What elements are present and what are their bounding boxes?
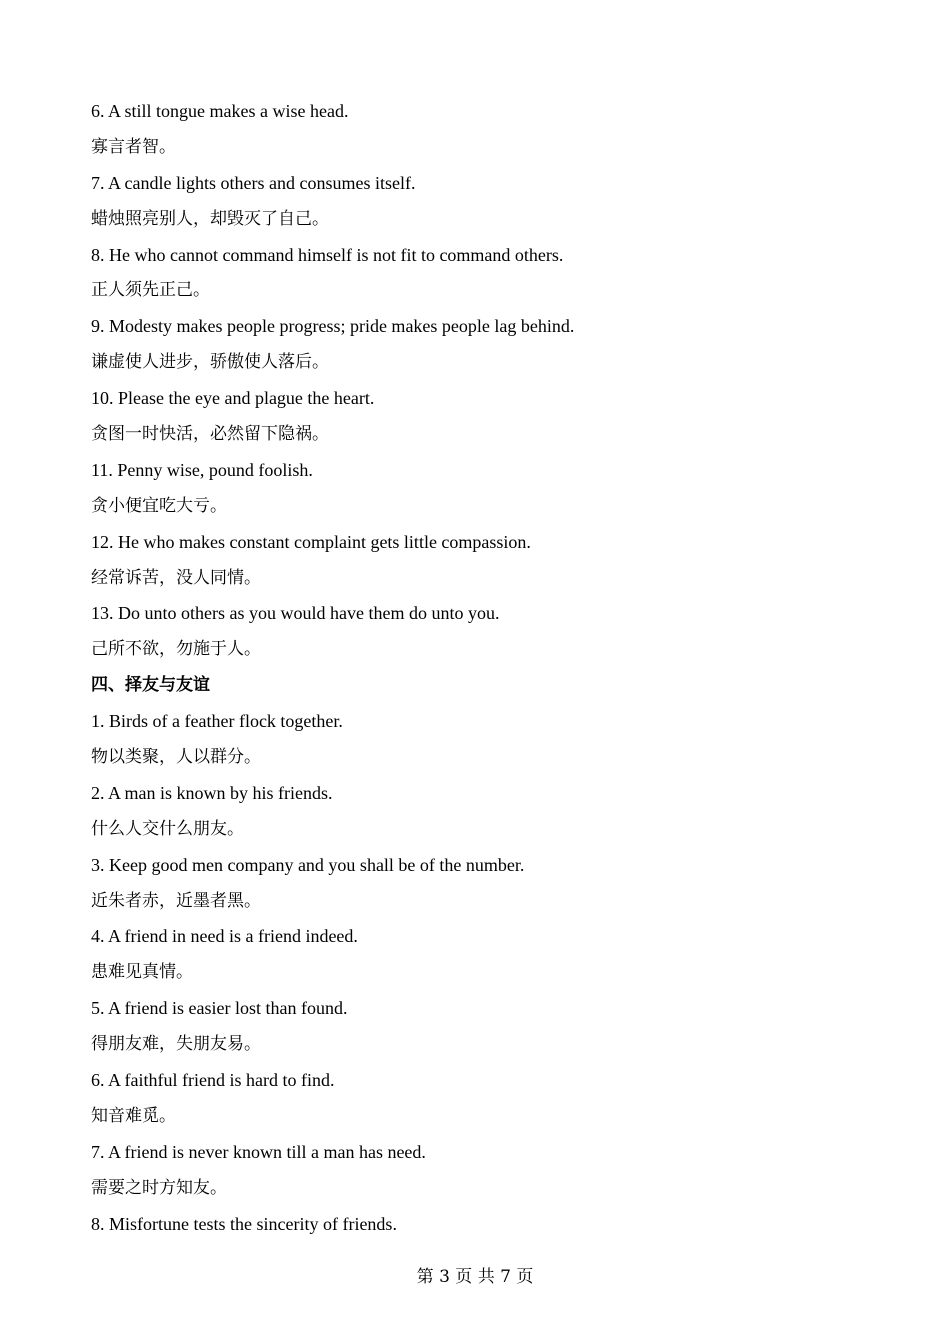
proverb-english: 3. Keep good men company and you shall be of the number. (91, 854, 525, 875)
proverb-english: 6. A still tongue makes a wise head. (91, 101, 349, 121)
proverb-english: 11. Penny wise, pound foolish. (91, 459, 313, 480)
proverb-chinese: 谦虚使人进步，骄傲使人落后。 (91, 352, 329, 373)
proverb-chinese: 什么人交什么朋友。 (91, 818, 244, 839)
proverb-english: 6. A faithful friend is hard to find. (91, 1070, 335, 1091)
proverb-chinese: 寡言者智。 (91, 136, 176, 157)
proverb-english: 7. A candle lights others and consumes itself. (91, 172, 416, 193)
proverb-chinese: 经常诉苦，没人同情。 (91, 567, 261, 588)
proverb-chinese: 正人须先正己。 (91, 280, 210, 301)
proverb-chinese: 己所不欲，勿施于人。 (91, 639, 261, 660)
proverb-english: 8. He who cannot command himself is not fit to command others. (91, 244, 564, 265)
proverb-chinese: 得朋友难，失朋友易。 (91, 1034, 261, 1055)
proverb-chinese: 近朱者赤，近墨者黑。 (91, 890, 261, 911)
document-body (91, 94, 871, 1243)
proverb-chinese: 患难见真情。 (91, 962, 193, 983)
page-footer: 第 3 页 共 7 页 (416, 1267, 534, 1287)
proverb-chinese: 贪图一时快活，必然留下隐祸。 (91, 424, 329, 445)
proverb-english: 9. Modesty makes people progress; pride makes people lag behind. (91, 316, 575, 337)
proverb-english: 1. Birds of a feather flock together. (91, 711, 343, 732)
proverb-chinese: 需要之时方知友。 (91, 1177, 227, 1198)
proverb-chinese: 知音难觅。 (91, 1105, 176, 1126)
proverb-english: 7. A friend is never known till a man has need. (91, 1141, 426, 1162)
proverb-english: 13. Do unto others as you would have them do unto you. (91, 603, 500, 624)
proverb-chinese: 贪小便宜吃大亏。 (91, 495, 227, 516)
proverb-english: 10. Please the eye and plague the heart. (91, 388, 375, 409)
proverb-english: 8. Misfortune tests the sincerity of friends. (91, 1213, 397, 1234)
section-heading: 四、择友与友谊 (91, 675, 210, 696)
proverb-english: 5. A friend is easier lost than found. (91, 998, 348, 1019)
proverb-english: 4. A friend in need is a friend indeed. (91, 926, 358, 947)
proverb-english: 2. A man is known by his friends. (91, 782, 333, 803)
proverb-chinese: 物以类聚，人以群分。 (91, 747, 261, 768)
proverb-english: 12. He who makes constant complaint gets little compassion. (91, 531, 531, 552)
proverb-chinese: 蜡烛照亮别人，却毁灭了自己。 (91, 208, 329, 229)
